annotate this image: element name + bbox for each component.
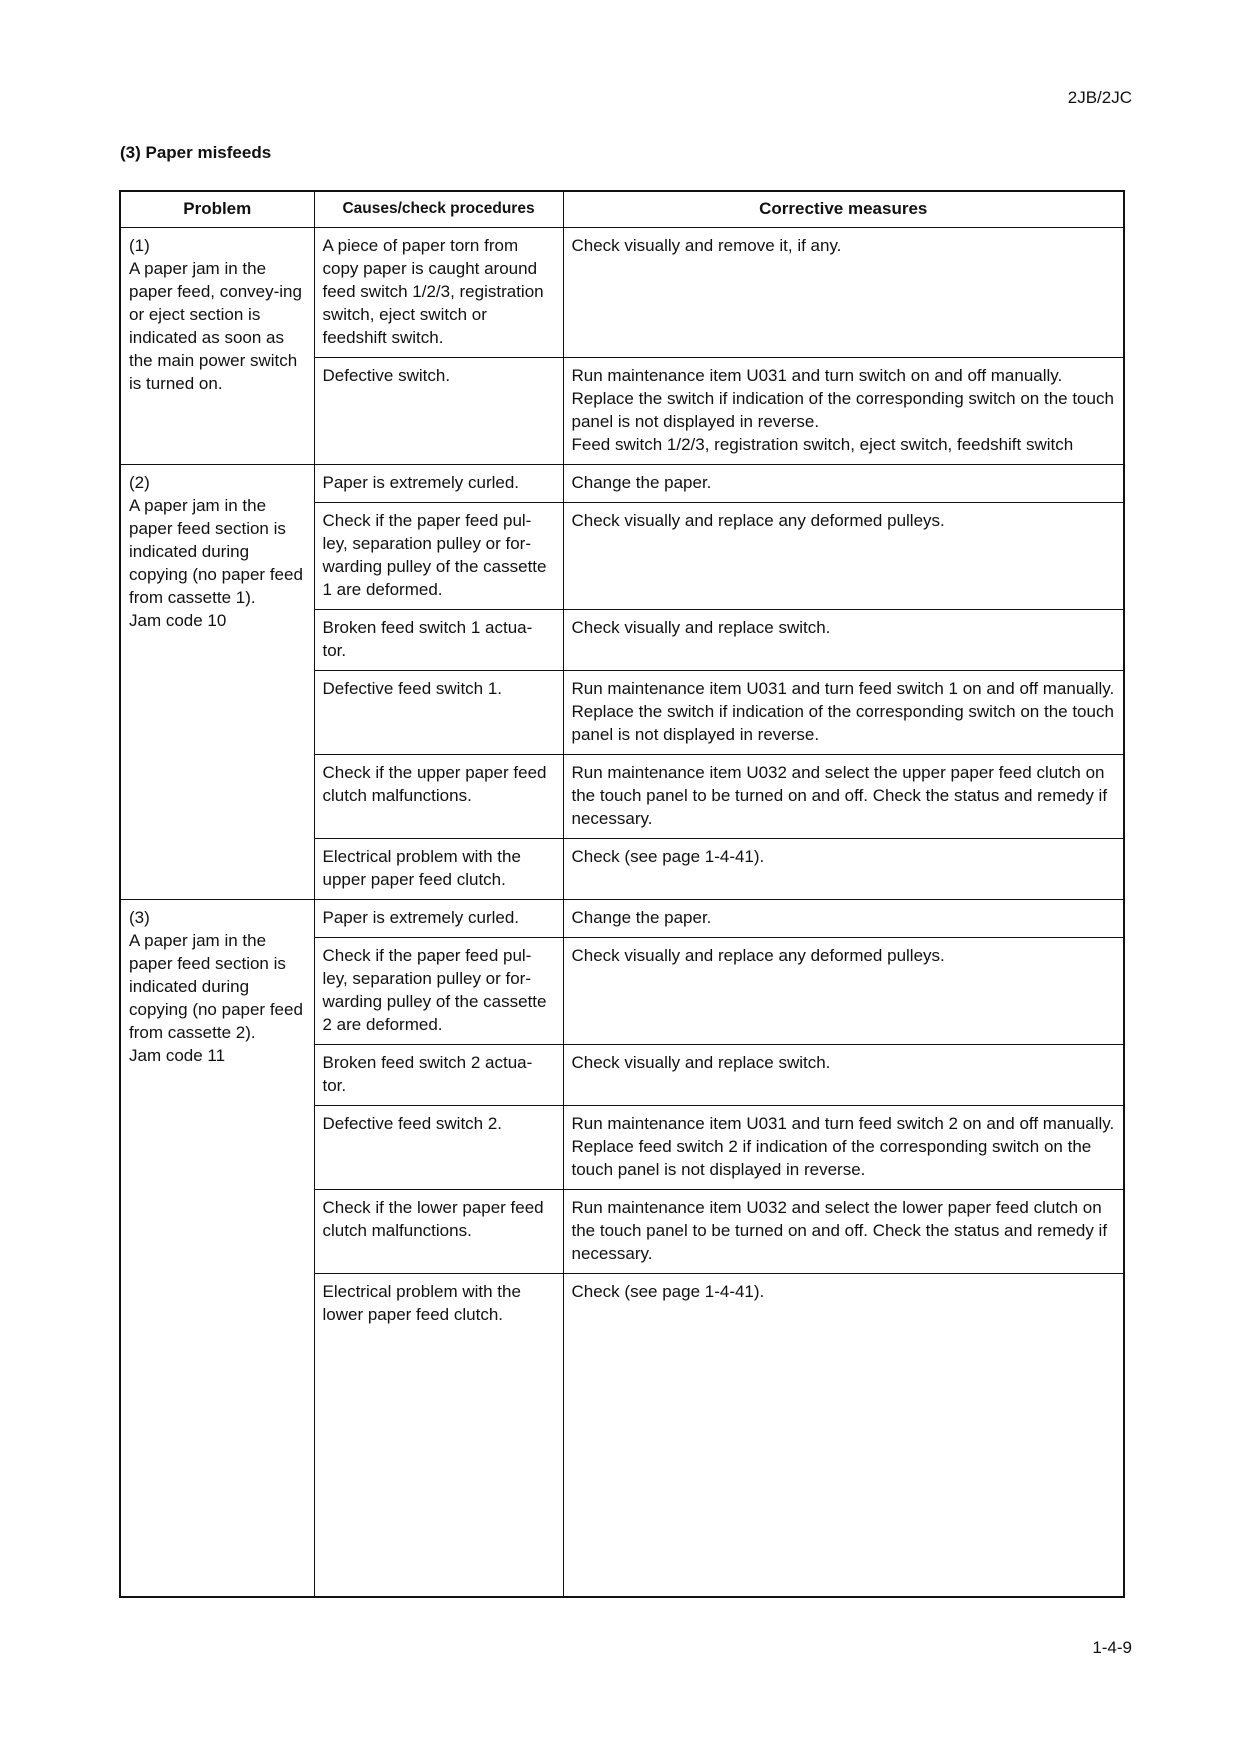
cause-cell: Paper is extremely curled. <box>314 465 563 503</box>
measure-text: Run maintenance item U031 and turn switch on and off manually. Replace the switch if indication of the corresponding switch on the touch panel is not displayed in reverse. <box>571 366 1114 431</box>
table-header-row <box>120 191 1124 228</box>
problem-number: (1) <box>129 236 150 255</box>
cause-cell: Broken feed switch 1 actua-tor. <box>314 610 563 671</box>
problem-cell <box>120 228 314 465</box>
measure-text: Feed switch 1/2/3, registration switch, eject switch, feedshift switch <box>571 435 1074 454</box>
problem-number: (2) <box>129 473 150 492</box>
cause-cell: Defective feed switch 1. <box>314 671 563 755</box>
measure-text: Run maintenance item U032 and select the upper paper feed clutch on the touch panel to be turned on and off. Check the status and remedy if necessary. <box>571 763 1108 828</box>
problem-cell <box>120 465 314 900</box>
jam-code: Jam code 10 <box>129 611 227 630</box>
table-row <box>120 465 1124 503</box>
cause-cell: Electrical problem with the upper paper feed clutch. <box>314 839 563 900</box>
problem-description: A paper jam in the paper feed section is indicated during copying (no paper feed from cassette 2). <box>129 931 303 1042</box>
measure-cell <box>563 1045 1124 1106</box>
cause-cell: Electrical problem with the lower paper feed clutch. <box>314 1274 563 1598</box>
cause-cell: Check if the lower paper feed clutch malfunctions. <box>314 1190 563 1274</box>
measure-cell <box>563 671 1124 755</box>
problem-cell <box>120 900 314 1598</box>
cause-cell: Check if the upper paper feed clutch malfunctions. <box>314 755 563 839</box>
section-title: (3) Paper misfeeds <box>120 143 272 162</box>
jam-code: Jam code 11 <box>129 1046 226 1065</box>
measure-cell <box>563 900 1124 938</box>
measure-text: Check (see page 1-4-41). <box>571 847 765 866</box>
header-corrective-measures: Corrective measures <box>563 191 1124 228</box>
table-row <box>120 228 1124 358</box>
measure-text: Run maintenance item U031 and turn feed switch 2 on and off manually. Replace feed switch 2 if indication of the corresponding switch on the touch panel is not displayed in reverse. <box>571 1114 1115 1179</box>
measure-cell <box>563 228 1124 358</box>
troubleshooting-table <box>119 190 1125 1598</box>
measure-text: Change the paper. <box>571 473 712 492</box>
measure-text: Run maintenance item U032 and select the lower paper feed clutch on the touch panel to be turned on and off. Check the status and remedy if necessary. <box>571 1198 1108 1263</box>
measure-text: Check visually and replace any deformed pulleys. <box>571 946 945 965</box>
measure-cell <box>563 610 1124 671</box>
table-body <box>120 228 1124 1598</box>
measure-text: Check visually and replace any deformed pulleys. <box>571 511 945 530</box>
cause-cell: Defective switch. <box>314 358 563 465</box>
measure-text: Change the paper. <box>571 908 712 927</box>
measure-cell <box>563 465 1124 503</box>
measure-cell <box>563 755 1124 839</box>
table-row <box>120 900 1124 938</box>
cause-cell: A piece of paper torn from copy paper is caught around feed switch 1/2/3, registration switch, eject switch or feedshift switch. <box>314 228 563 358</box>
document-code: 2JB/2JC <box>1067 88 1132 107</box>
cause-cell: Defective feed switch 2. <box>314 1106 563 1190</box>
header-causes: Causes/check procedures <box>314 191 563 228</box>
cause-cell: Broken feed switch 2 actua-tor. <box>314 1045 563 1106</box>
page-number: 1-4-9 <box>1092 1638 1132 1657</box>
measure-cell <box>563 938 1124 1045</box>
measure-text: Check visually and replace switch. <box>571 1053 831 1072</box>
measure-text: Check (see page 1-4-41). <box>571 1282 765 1301</box>
problem-number: (3) <box>129 908 150 927</box>
header-problem: Problem <box>120 191 314 228</box>
measure-text: Check visually and replace switch. <box>571 618 831 637</box>
cause-cell: Check if the paper feed pul-ley, separation pulley or for-warding pulley of the cassette 2 are deformed. <box>314 938 563 1045</box>
measure-cell <box>563 1106 1124 1190</box>
measure-text: Check visually and remove it, if any. <box>571 236 842 255</box>
measure-cell <box>563 503 1124 610</box>
measure-text: Run maintenance item U031 and turn feed switch 1 on and off manually. Replace the switch if indication of the corresponding switch on the touch panel is not displayed in reverse. <box>571 679 1115 744</box>
cause-cell: Paper is extremely curled. <box>314 900 563 938</box>
measure-cell <box>563 839 1124 900</box>
problem-description: A paper jam in the paper feed, convey-ing or eject section is indicated as soon as the main power switch is turned on. <box>129 259 302 393</box>
problem-description: A paper jam in the paper feed section is indicated during copying (no paper feed from cassette 1). <box>129 496 303 607</box>
measure-cell <box>563 1190 1124 1274</box>
measure-cell <box>563 358 1124 465</box>
cause-cell: Check if the paper feed pul-ley, separation pulley or for-warding pulley of the cassette 1 are deformed. <box>314 503 563 610</box>
measure-cell <box>563 1274 1124 1598</box>
